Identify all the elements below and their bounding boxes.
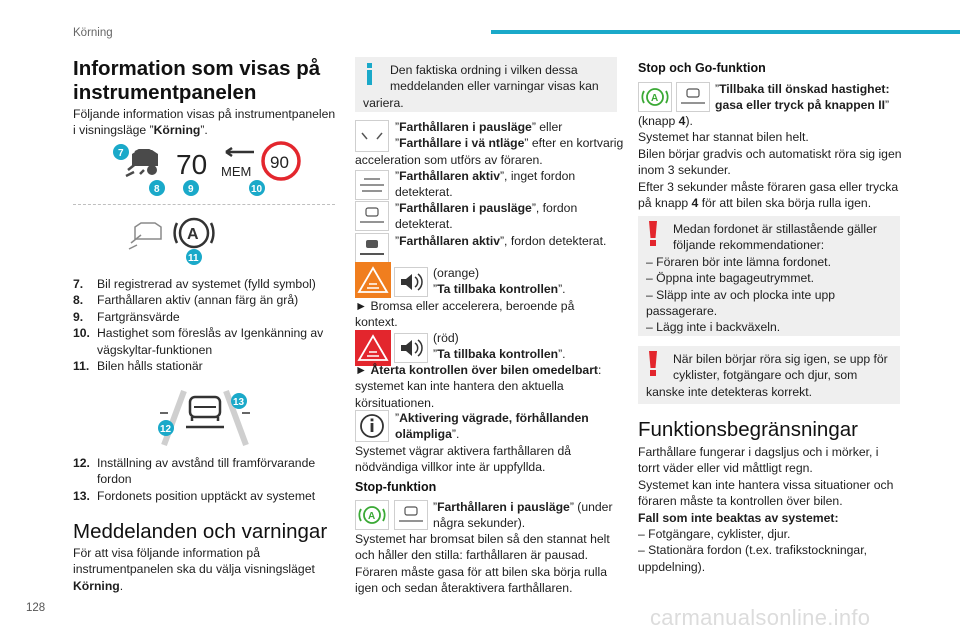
warning-triangle-icon bbox=[355, 262, 391, 298]
intro-paragraph: Följande information visas på instrumentpanelen i visningsläge ”Körning”. bbox=[73, 107, 336, 138]
auto-hold-illustration bbox=[125, 215, 225, 267]
callout-9 bbox=[183, 180, 199, 196]
list-item: – Lägg inte i backväxeln. bbox=[646, 320, 781, 335]
svg-text:8: 8 bbox=[154, 184, 160, 195]
auto-hold-icon bbox=[638, 82, 672, 112]
callouts-row-1 bbox=[110, 141, 270, 199]
stop-message: ”Farthållaren i pausläge” (under några sekunder). bbox=[433, 500, 613, 531]
list-item: 9. Fartgränsvärde bbox=[73, 309, 180, 324]
display-speed-limit: 90 bbox=[270, 153, 289, 172]
section-title-limitations: Funktionsbegränsningar bbox=[638, 418, 858, 441]
auto-hold-icon bbox=[355, 500, 389, 530]
callout-11 bbox=[186, 249, 202, 265]
stop-function-title: Stop-funktion bbox=[355, 480, 437, 494]
svg-text:A: A bbox=[651, 93, 659, 104]
info-icon bbox=[355, 410, 389, 442]
message-7-detail: Systemet vägrar aktivera farthållaren då nödvändiga villkor inte är uppfyllda. bbox=[355, 444, 572, 475]
svg-text:A: A bbox=[368, 511, 376, 522]
display-mem-label: MEM bbox=[221, 164, 252, 179]
message-1: ”Farthållaren i pausläge” eller ”Farthållare i vä ntläge” efter en kortvarig bbox=[395, 120, 624, 151]
message-6-detail: ► Återta kontrollen över bilen omedelbart: systemet kan inte hantera den aktuella körsituationen. bbox=[355, 363, 602, 410]
svg-text:A: A bbox=[187, 226, 199, 243]
list-item: 12. Inställning av avstånd till framförvarande fordon bbox=[73, 456, 316, 487]
warning-note-stationary: Medan fordonet är stillastående gäller följande rekommendationer: – Föraren bör inte lämna fordonet. – Öppna inte bagageutrymmet. – Släpp inte av och plocka inte upp passagerare. – Lägg inte i backväxeln. bbox=[638, 216, 900, 336]
callout-10 bbox=[249, 180, 265, 196]
stop-go-title: Stop och Go-funktion bbox=[638, 61, 766, 75]
divider-dashed bbox=[73, 204, 335, 205]
list-item: – Öppna inte bagageutrymmet. bbox=[646, 271, 815, 286]
list-item: 7. Bil registrerad av systemet (fylld symbol) bbox=[73, 277, 316, 291]
message-5-detail: ► Bromsa eller accelerera, beroende på kontext. bbox=[355, 299, 575, 330]
message-6: (röd) ”Ta tillbaka kontrollen”. bbox=[433, 331, 566, 362]
callout-12 bbox=[158, 420, 174, 436]
header-section-title: Körning bbox=[73, 27, 113, 39]
list-item: passagerare. bbox=[646, 304, 718, 319]
stop-go-message: ”Tillbaka till önskad hastighet: gasa eller tryck på knappen II” bbox=[715, 82, 890, 113]
message-2: ”Farthållaren aktiv”, inget fordon detekterat. bbox=[395, 169, 576, 200]
warning-exclamation-icon bbox=[647, 221, 659, 247]
car-cruise-icon bbox=[129, 223, 161, 249]
road-lanes-illustration bbox=[150, 385, 260, 449]
page-number: 128 bbox=[26, 602, 46, 614]
message-4: ”Farthållaren aktiv”, fordon detekterat. bbox=[395, 234, 607, 248]
section-title-messages: Meddelanden och varningar bbox=[73, 520, 328, 543]
warning-exclamation-icon bbox=[647, 351, 659, 377]
list-item: 13. Fordonets position upptäckt av systemet bbox=[73, 488, 316, 503]
watermark: carmanualsonline.info bbox=[650, 605, 871, 630]
warning-note-moving: När bilen börjar röra sig igen, se upp för cyklister, fotgängare och djur, som kanske inte detekteras korrekt. bbox=[638, 346, 900, 404]
svg-text:10: 10 bbox=[251, 184, 263, 195]
display-speed-value: 70 bbox=[176, 149, 208, 180]
vehicle-detected-paused-icon bbox=[394, 500, 428, 530]
auto-hold-icon bbox=[175, 219, 214, 247]
svg-text:13: 13 bbox=[233, 397, 245, 408]
vehicle-detected-paused-icon bbox=[355, 201, 389, 231]
vehicle-detected-active-icon bbox=[355, 233, 389, 263]
svg-text:12: 12 bbox=[160, 424, 172, 435]
callout-13 bbox=[231, 393, 247, 409]
vehicle-distance-icon bbox=[186, 397, 224, 427]
svg-text:9: 9 bbox=[188, 184, 194, 195]
stop-go-detail: (knapp 4). Systemet har stannat bilen helt. Bilen börjar gradvis och automatiskt röra sig igen inom 3 sekunder. Efter 3 sekunder måste föraren gasa eller trycka på knapp 4 för att bilen ska börja rulla igen. bbox=[638, 114, 902, 211]
svg-text:7: 7 bbox=[118, 148, 124, 159]
list-item: 11. Bilen hålls stationär bbox=[73, 359, 203, 374]
sound-icon bbox=[394, 267, 428, 297]
list-item: 8. Farthållaren aktiv (annan färg än grå) bbox=[73, 293, 299, 308]
header-accent-bar bbox=[491, 30, 960, 34]
sound-icon bbox=[394, 333, 428, 363]
legend-list-2 bbox=[73, 455, 338, 504]
info-note: Den faktiska ordning i vilken dessa meddelanden eller varningar visas kan variera. bbox=[355, 57, 617, 112]
list-item: – Föraren bör inte lämna fordonet. bbox=[646, 254, 831, 269]
message-1-detail: acceleration som utförs av föraren. bbox=[355, 153, 543, 167]
callout-8 bbox=[149, 180, 165, 196]
stop-detail: Systemet har bromsat bilen så den stannat helt och håller den stilla: farthållaren är pausad. Föraren måste gasa för att bilen ska börja rulla igen och sedan återaktivera farthållaren. bbox=[355, 532, 610, 596]
list-item: 10. Hastighet som föreslås av Igenkänning av vägskyltar-funktionen bbox=[73, 326, 324, 357]
cruise-active-icon bbox=[355, 170, 389, 200]
info-icon bbox=[363, 63, 377, 85]
cruise-paused-icon bbox=[355, 120, 389, 152]
vehicle-detected-paused-icon bbox=[676, 82, 710, 112]
list-item: – Släpp inte av och plocka inte upp bbox=[646, 287, 836, 302]
section-title-information: Information som visas på instrumentpanelen bbox=[73, 57, 321, 104]
callout-7 bbox=[113, 144, 129, 160]
legend-list-1 bbox=[73, 276, 338, 374]
limitations-text: Farthållare fungerar i dagsljus och i mörker, i torrt väder eller vid måttligt regn. Systemet kan inte hantera vissa situationer och föraren måste ta kontrollen över bilen. Fall som inte beaktas av systemet: – Fotgängare, cyklister, djur. – Stationära fordon (t.ex. trafikstockningar, uppdelning). bbox=[638, 445, 894, 574]
warning-triangle-icon bbox=[355, 330, 391, 366]
svg-text:11: 11 bbox=[188, 253, 199, 264]
message-7: ”Aktivering vägrade, förhållanden olämpliga”. bbox=[395, 411, 589, 442]
message-3: ”Farthållaren i pausläge”, fordon detekterat. bbox=[395, 201, 578, 232]
message-5: (orange) ”Ta tillbaka kontrollen”. bbox=[433, 266, 566, 297]
messages-intro: För att visa följande information på instrumentpanelen ska du välja visningsläget Körning. bbox=[73, 546, 315, 593]
